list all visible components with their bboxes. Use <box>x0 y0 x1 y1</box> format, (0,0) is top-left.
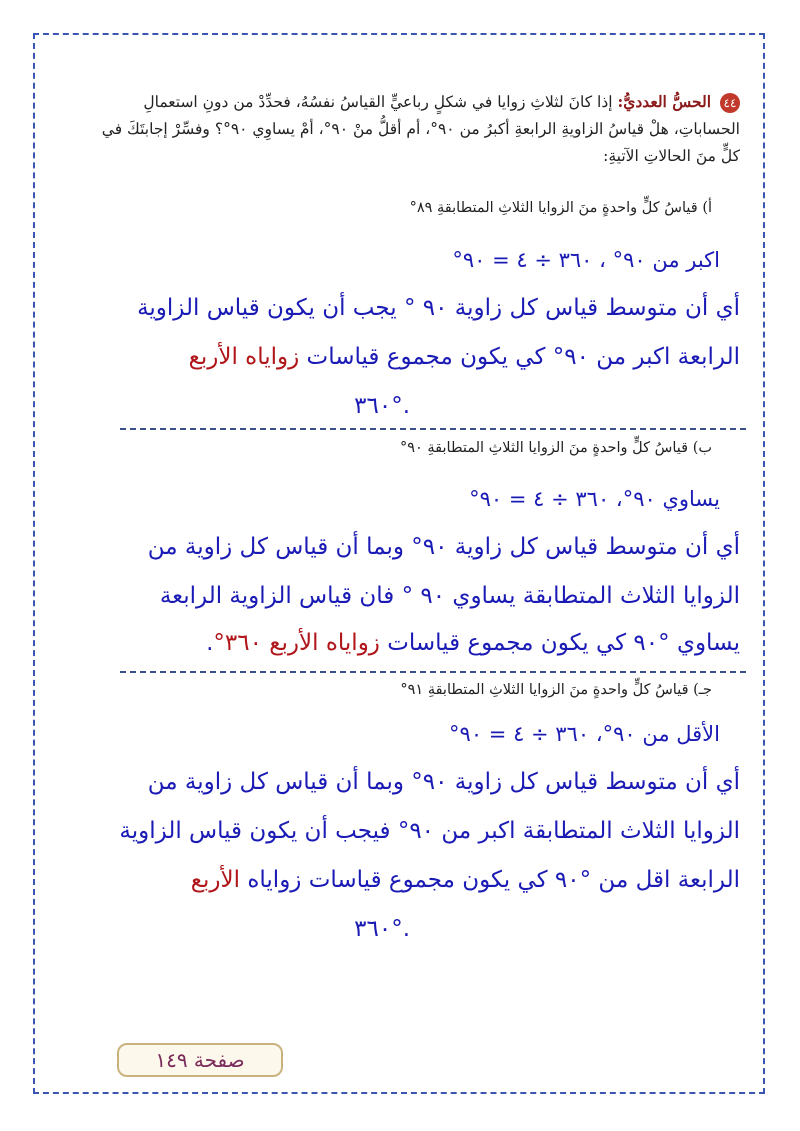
part-a-equation: اكبر من ٩٠° ، ٣٦٠ ÷ ٤ = ٩٠° <box>452 248 720 272</box>
part-a-line-1: أي أن متوسط قياس كل زاوية ٩٠ ° يجب أن يكون قياس الزاوية <box>137 295 740 321</box>
part-b-equation: يساوي ٩٠°، ٣٦٠ ÷ ٤ = ٩٠° <box>469 487 720 511</box>
part-c-equation: الأقل من ٩٠°، ٣٦٠ ÷ ٤ = ٩٠° <box>449 722 720 746</box>
part-b-line-3-blue: يساوي °٩٠ كي يكون مجموع قياسات <box>387 630 740 656</box>
part-b-line-3-red: زواياه الأربع ٣٦٠° <box>213 630 380 656</box>
question-number-badge: ٤٤ <box>720 93 740 113</box>
part-c-line-3-red: الأربع <box>190 867 241 893</box>
part-c-line-3 <box>191 867 740 893</box>
part-b-line-3-end: . <box>206 630 214 656</box>
part-a-prompt: أ) قياسُ كلٍّ واحدةٍ منَ الزوايا الثلاثِ المتطابقةِ ٨٩° <box>409 200 712 216</box>
question-title: الحسُّ العدديُّ: <box>617 92 712 111</box>
part-a-line-3: .°٣٦٠ <box>354 393 410 419</box>
question-block <box>100 88 740 170</box>
part-b-line-3 <box>206 630 740 656</box>
question-text: إذا كانَ لثلاثِ زوايا في شكلٍ رباعيٍّ القياسُ نفسُهُ، فحدِّدْ من دونِ استعمالِ الحساباتِ، هلْ قياسُ الزاويةِ الرابعةِ أكبرُ من ٩٠°، أم أقلُّ منْ ٩٠°، أمْ يساوِي ٩٠°؟ وفسِّرْ إجابتَكَ في كلٍّ منَ الحالاتِ الآتيةِ: <box>101 93 740 165</box>
part-b-prompt: ب) قياسُ كلٍّ واحدةٍ منَ الزوايا الثلاثِ المتطابقةِ ٩٠° <box>399 440 712 456</box>
part-c-line-1: أي أن متوسط قياس كل زاوية ٩٠° وبما أن قياس كل زاوية من <box>147 769 740 795</box>
page-label: صفحة <box>193 1048 245 1072</box>
part-b-line-1: أي أن متوسط قياس كل زاوية ٩٠° وبما أن قياس كل زاوية من <box>147 534 740 560</box>
separator-2 <box>120 671 746 673</box>
page-number-badge <box>117 1043 283 1077</box>
part-c-line-2: الزوايا الثلاث المتطابقة اكبر من ٩٠° فيجب أن يكون قياس الزاوية <box>119 818 740 844</box>
separator-1 <box>120 428 746 430</box>
part-c-line-4: .°٣٦٠ <box>354 916 410 942</box>
page-number: ١٤٩ <box>155 1048 188 1072</box>
part-a-line-2 <box>189 344 740 370</box>
part-c-prompt: جـ) قياسُ كلٍّ واحدةٍ منَ الزوايا الثلاثِ المتطابقةِ ٩١° <box>400 682 712 698</box>
document-page <box>60 0 740 1131</box>
part-a-line-2-blue: الرابعة اكبر من ٩٠° كي يكون مجموع قياسات <box>306 344 740 370</box>
part-b-line-2: الزوايا الثلاث المتطابقة يساوي ٩٠ ° فان قياس الزاوية الرابعة <box>159 583 740 609</box>
part-c-line-3-blue: الرابعة اقل من °٩٠ كي يكون مجموع قياسات زواياه <box>247 867 740 893</box>
part-a-line-2-red: زواياه الأربع <box>188 344 300 370</box>
